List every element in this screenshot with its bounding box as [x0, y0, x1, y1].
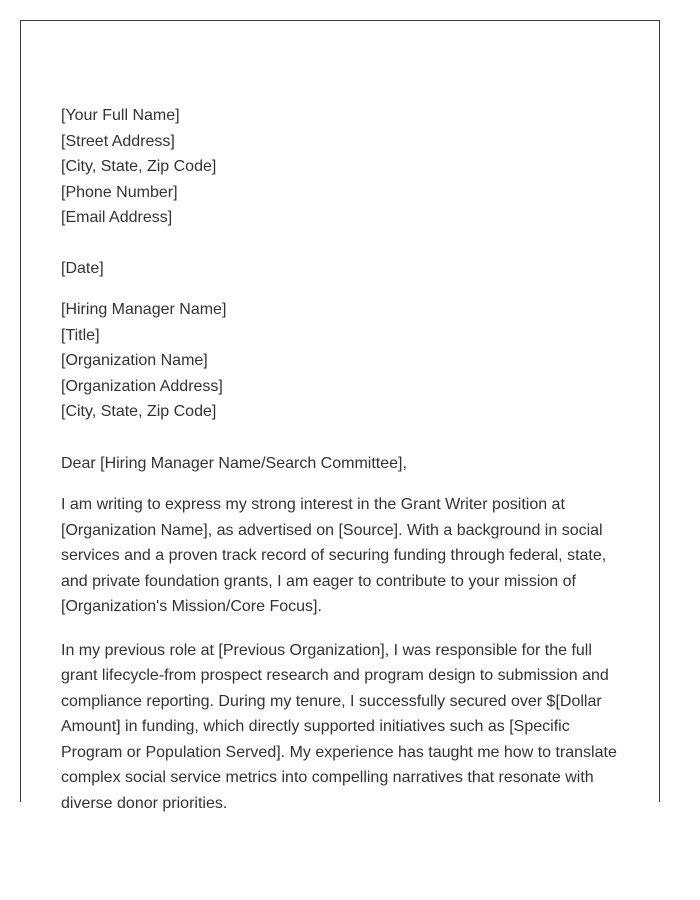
recipient-organization: [Organization Name] [61, 352, 208, 369]
recipient-title: [Title] [61, 326, 100, 344]
recipient-name: [Hiring Manager Name] [61, 301, 227, 318]
body-paragraph: I am writing to express my strong interest in the Grant Writer position at [Organization Name], as advertised on [Source]. With a background in social services and a proven track record of securing funding through federal, state, and private foundation grants, I am eager to contribute to your mission of [Organization's Mission/Core Focus]. [61, 496, 607, 615]
date-block [61, 256, 623, 282]
salutation: Dear [Hiring Manager Name/Search Committee], [61, 454, 407, 472]
letter-page [20, 20, 660, 812]
recipient-address-block [61, 297, 623, 425]
recipient-address: [Organization Address] [61, 377, 223, 395]
body-paragraph: In my previous role at [Previous Organization], I was responsible for the full grant lifecycle-from prospect research and program design to submission and compliance reporting. During my tenure, I successfully secured over $[Dollar Amount] in funding, which directly supported initiatives such as [Specific Program or Population Served]. My experience has taught me how to translate complex social service metrics into compelling narratives that resonate with diverse donor priorities. [61, 641, 617, 812]
sender-email: [Email Address] [61, 209, 173, 226]
sender-city-state-zip: [City, State, Zip Code] [61, 158, 217, 175]
sender-address-block [61, 103, 623, 231]
letter-body [61, 103, 623, 816]
recipient-city-state-zip: [City, State, Zip Code] [61, 403, 217, 420]
sender-full-name: [Your Full Name] [61, 107, 180, 124]
letter-date: [Date] [61, 259, 104, 277]
sender-street-address: [Street Address] [61, 132, 175, 150]
sender-phone: [Phone Number] [61, 183, 178, 201]
